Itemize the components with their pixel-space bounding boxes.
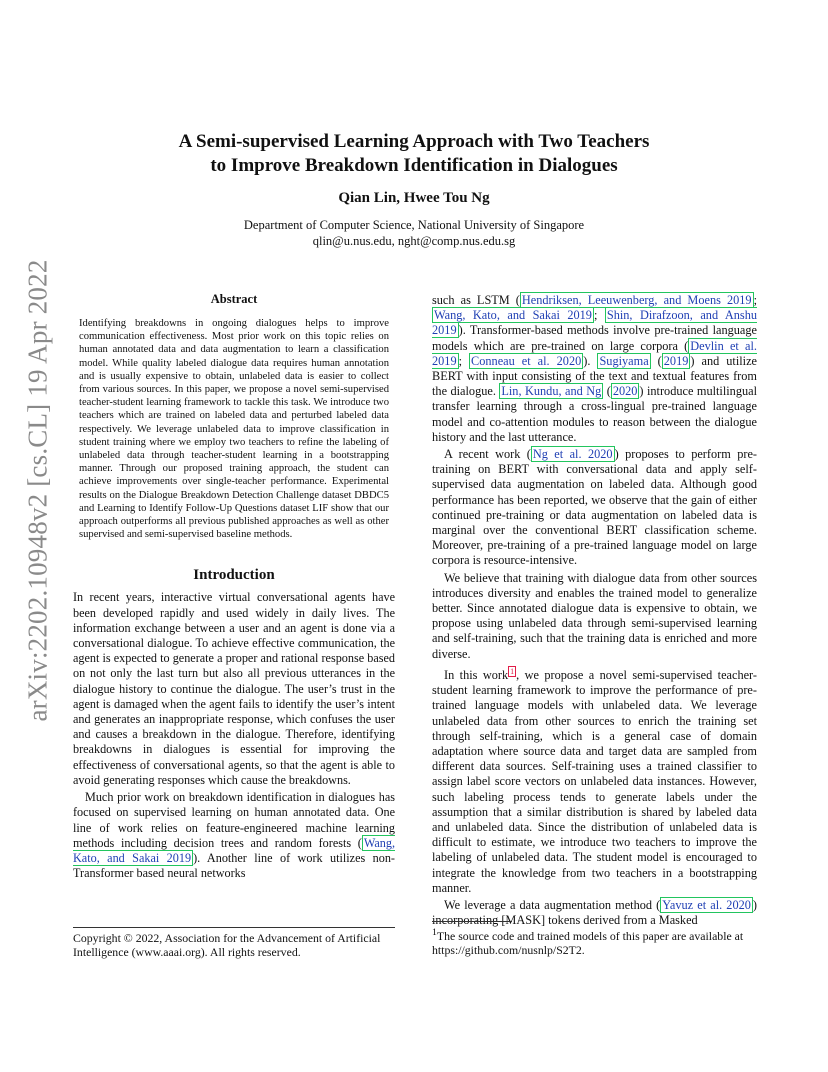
- title-line-1: A Semi-supervised Learning Approach with Two Teachers: [178, 131, 650, 152]
- text-run: , we propose a novel semi-supervised teacher-student learning framework to improve the performance of pre-trained language models with unlabeled data. We leverage unlabeled data from other sources to enrich the training set through self-training, which is a general case of domain adaptation where source data and target data are sampled from different data sources. Self-training uses a trained classifier to assign label score vectors on unlabeled data instances. However, such labeling process tends to generate labels under the assumption that a similar distribution is shared by labeled data and unlabeled data. Since the distribution of unlabeled data is difficult to estimate, we introduce two teachers to improve the labeling of unlabeled data. The student model is encouraged to integrate the knowledge from two teachers in a bootstrapping manner.: [432, 667, 757, 895]
- text-run: We leverage a data augmentation method (: [444, 898, 661, 913]
- text-run: (: [603, 384, 611, 399]
- text-run: (: [650, 353, 662, 368]
- text-run: ).: [583, 353, 598, 368]
- text-run: ) and utilize BERT with input consisting of the text and textual features from the dialogue.: [432, 353, 758, 399]
- text-run: ;: [753, 293, 757, 307]
- citation-link[interactable]: 2020: [612, 384, 638, 399]
- authors: Qian Lin, Hwee Tou Ng: [338, 190, 490, 206]
- text-run: ) incorporating [MASK] tokens derived from a Masked: [432, 898, 757, 928]
- footnote-divider: [432, 921, 512, 922]
- introduction-heading: Introduction: [193, 567, 275, 584]
- affiliation-block: [120, 217, 708, 249]
- text-run: ) proposes to perform pre-training on BERT with conversational data and apply self-supervised data augmentation on labeled data. Although good performance has been reported, we observe that the gain of either continued pre-training or data augmentation on labeled data is marginal over the conventional BERT classification scheme. Moreover, pre-training of a pre-trained language model on large corpora is resource-intensive.: [432, 447, 758, 568]
- citation-link[interactable]: Ng et al. 2020: [532, 447, 613, 462]
- footnote-number: 1: [432, 927, 437, 938]
- citation-link[interactable]: Devlin et al. 2019: [432, 338, 757, 368]
- citation-link[interactable]: Hendriksen, Leeuwenberg, and Moens 2019: [521, 293, 752, 307]
- citation-link[interactable]: Yavuz et al. 2020: [662, 898, 751, 913]
- intro-p2-text-a: Much prior work on breakdown identification in dialogues has focused on supervised learning on human annotated data. One line of work relies on feature-engineered machine learning methods including decision trees and random forests (: [73, 790, 395, 850]
- abstract-heading: Abstract: [210, 292, 258, 306]
- citation-link[interactable]: Conneau et al. 2020: [471, 353, 582, 368]
- text-run: In this work: [444, 667, 509, 682]
- text-run: ;: [593, 308, 605, 323]
- arxiv-identifier: [8, 258, 68, 722]
- arxiv-identifier-text: arXiv:2202.10948v2 [cs.CL] 19 Apr 2022: [22, 258, 53, 722]
- footnote-text: The source code and trained models of this paper are available at https://github.com/nusnlp/S2T2.: [432, 928, 744, 957]
- text-run: ) introduce multilingual transfer learning through a cross-lingual pre-trained language model and co-attention modules to reason between the dialogue history and the last utterance.: [432, 384, 757, 444]
- copyright-notice: Copyright © 2022, Association for the Advancement of Artificial Intelligence (www.aaai.org). All rights reserved.: [73, 927, 395, 959]
- citation-link[interactable]: Wang, Kato, and Sakai 2019: [434, 308, 592, 323]
- text-run: ). Transformer-based methods involve pre-trained language models which are pre-trained on large corpora (: [432, 323, 757, 353]
- right-paragraph-2: [432, 447, 757, 569]
- citation-link[interactable]: Lin, Kundu, and Ng: [501, 384, 602, 399]
- text-run: ;: [458, 353, 470, 368]
- emails: qlin@u.nus.edu, nght@comp.nus.edu.sg: [312, 234, 516, 248]
- footnote: [432, 926, 757, 957]
- paper-title: [120, 130, 708, 178]
- citation-link[interactable]: Wang, Kato, and Sakai 2019: [73, 835, 395, 865]
- right-paragraph-3: We believe that training with dialogue data from other sources introduces diversity and enables the trained model to generalize better. Since annotated dialogue data is expensive to obtain, we propose using unlabeled data through semi-supervised learning and self-training, such that the training data is enriched and more diverse.: [432, 570, 757, 661]
- right-paragraph-4: [432, 664, 757, 896]
- text-run: such as LSTM (: [432, 293, 520, 307]
- citation-link[interactable]: 2019: [663, 353, 689, 368]
- right-paragraph-5: [432, 898, 757, 928]
- affiliation: Department of Computer Science, National University of Singapore: [243, 218, 585, 232]
- intro-paragraph-1: In recent years, interactive virtual conversational agents have been developed rapidly and used widely in daily lives. The information exchange between a user and an agent is done via a conversational dialogue. To achieve effective communication, the agent is expected to generate a proper and rational response based on not only the last turn but also all previous utterances in the dialogue history to continue the dialogue. The user’s trust in the agent is damaged when the agent fails to identify the user’s intent and generates an inappropriate response, which confuses the user and causes a breakdown in the dialogue. Therefore, identifying breakdowns in dialogues is essential for improving the effectiveness of conversational agents, so that the agent is able to avoid generating responses which cause the breakdowns.: [73, 590, 395, 787]
- intro-p2-text-b: ). Another line of work utilizes non-Transformer based neural networks: [73, 850, 395, 881]
- title-line-2: to Improve Breakdown Identification in Dialogues: [210, 155, 618, 176]
- intro-paragraph-2: [73, 790, 395, 881]
- right-column: [432, 293, 757, 928]
- abstract-text: Identifying breakdowns in ongoing dialogues helps to improve communication effectiveness. Most prior work on this topic relies on human annotated data and data augmentation to learn a classification model. While quality labeled dialogue data requires human annotation and is usually expensive to obtain, unlabeled data is easier to collect from various sources. In this paper, we propose a novel semi-supervised teacher-student learning framework to tackle this task. We introduce two teachers which are trained on labeled data and perturbed labeled data respectively. We leverage unlabeled data to improve classification in student training where we employ two teachers to refine the labeling of unlabeled data through teacher-student learning in a bootstrapping manner. Through our proposed training approach, the student can achieve improvements over single-teacher performance. Experimental results on the Dialogue Breakdown Detection Challenge dataset DBDC5 and Learning to Identify Follow-Up Questions dataset LIF show that our approach outperforms all previous published approaches as well as other supervised and semi-supervised baseline methods.: [79, 318, 389, 541]
- citation-link[interactable]: Shin, Dirafzoon, and Anshu 2019: [432, 308, 757, 338]
- citation-link[interactable]: Sugiyama: [599, 353, 649, 368]
- right-paragraph-1: [432, 293, 757, 445]
- footnote-marker-link[interactable]: 1: [510, 666, 515, 676]
- text-run: A recent work (: [444, 447, 531, 462]
- left-column: [73, 292, 395, 881]
